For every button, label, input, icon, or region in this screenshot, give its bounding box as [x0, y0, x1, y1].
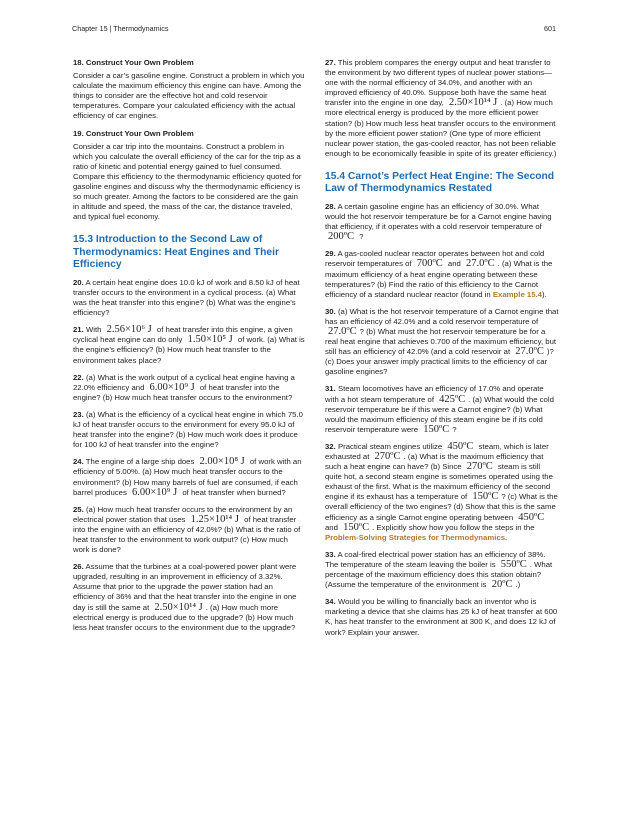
section-15-4-heading: 15.4 Carnot’s Perfect Heat Engine: The Second Law of Thermodynamics Restated — [325, 170, 555, 195]
problem-33: 33. A coal-fired electrical power station has an efficiency of 38%. The temperature of the steam leaving the boiler is 550ºC . What percentage of the maximum efficiency does this station obtain? (Assume the temperature of the environment is 20ºC .) — [325, 549, 553, 591]
problem-solving-strategies-link[interactable]: Problem-Solving Strategies for Thermodynamics. — [325, 532, 508, 542]
problem-23: 23. (a) What is the efficiency of a cyclical heat engine in which 75.0 kJ of heat transfer occurs to the environment for every 95.0 kJ of heat transfer into the engine? (b) How much work does it produce for 100 kJ of heat transfer into the engine? — [73, 409, 303, 450]
problem-18-title: 18. Construct Your Own Problem — [73, 58, 194, 67]
right-column — [325, 58, 559, 645]
problem-21: 21. With 2.56×10⁶ J of heat transfer into this engine, a given cyclical heat engine can do only 1.50×10⁵ J of work. (a) What is the engine’s efficiency? (b) How much heat transfer to the environment takes place? — [73, 324, 305, 365]
problem-28: 28. A certain gasoline engine has an efficiency of 30.0%. What would the hot reservoir temperature be for a Carnot engine having that efficiency, if it operates with a cold reservoir temperature of 200ºC ? — [325, 201, 552, 243]
problem-22: 22. (a) What is the work output of a cyclical heat engine having a 22.0% efficiency and 6.00×10⁹ J of heat transfer into the engine? (b) How much heat transfer occurs to the environment? — [73, 372, 295, 402]
problem-29: 29. A gas-cooled nuclear reactor operates between hot and cold reservoir temperatures of 700ºC and 27.0ºC . (a) What is the maximum efficiency of a heat engine operating between these temperatures? (b) Find the ratio of this efficiency to the Carnot efficiency of a standard nuclear reactor (found in Example 15.4). — [325, 249, 553, 299]
section-15-3-heading: 15.3 Introduction to the Second Law of Thermodynamics: Heat Engines and Their Efficiency — [73, 234, 279, 271]
problem-26: 26. Assume that the turbines at a coal-powered power plant were upgraded, resulting in an improvement in efficiency of 3.32%. Assume that prior to the upgrade the power station had an efficiency of 36% and that the heat transfer into the engine in one day is still the same at 2.50×10¹⁴ J . (a) How much more electrical energy is produced due to the upgrade? (b) How much less heat transfer occurs to the environment due to the upgrade? — [73, 562, 297, 632]
problem-19-title: 19. Construct Your Own Problem — [73, 128, 194, 138]
example-15-4-link[interactable]: Example 15.4 — [492, 289, 542, 299]
problem-30: 30. (a) What is the hot reservoir temperature of a Carnot engine that has an efficiency of 42.0% and a cold reservoir temperature of 27.0ºC ? (b) What must the hot reservoir temperature be for a real heat engine that achieves 0.700 of the maximum efficiency, but still has an efficiency of 42.0% (and a cold reservoir at 27.0ºC )? (c) Does your answer imply practical limits to the efficiency of car gasoline engines? — [325, 306, 559, 377]
problem-34: 34. Would you be willing to financially back an inventor who is marketing a device that she claims has 25 kJ of heat transfer at 600 K, has heat transfer to the environment at 300 K, and does 12 kJ of work? Explain your answer. — [325, 597, 558, 637]
problem-27: 27. This problem compares the energy output and heat transfer to the environment by two different types of nuclear power stations—one with the normal efficiency of 34.0%, and another with an improved efficiency of 40.0%. Suppose both have the same heat transfer into the engine in one day, 2.50×10¹⁴ J . (a) How much more electrical energy is produced by the more efficient power station? (b) How much less heat transfer occurs to the environment by the more efficient power station? (One type of more efficient nuclear power station, the gas-cooled reactor, has not been reliable enough to be economically feasible in spite of its greater efficiency.) — [325, 58, 557, 158]
problem-19-text: Consider a car trip into the mountains. Construct a problem in which you calculate the overall efficiency of the car for the trip as a ratio of kinetic and potential energy gained to fuel consumed. Compare this efficiency to the thermodynamic efficiency quoted for gasoline engines and discuss why the thermodynamic efficiency is so much greater. Among the factors to be considered are the gain in altitude and speed, the mass of the car, the distance traveled, and typical fuel economy. — [73, 141, 302, 222]
problem-20: 20. A certain heat engine does 10.0 kJ of work and 8.50 kJ of heat transfer occurs to the environment in a cyclical process. (a) What was the heat transfer into this engine? (b) What was the engine’s efficiency? — [73, 277, 300, 318]
problem-31: 31. Steam locomotives have an efficiency of 17.0% and operate with a hot steam temperature of 425ºC . (a) What would the cold reservoir temperature be if this were a Carnot engine? (b) What would the maximum efficiency of this steam engine be if its cold reservoir temperature were 150ºC ? — [325, 384, 554, 435]
chapter-header: Chapter 15 | Thermodynamics — [72, 24, 169, 33]
problem-25: 25. (a) How much heat transfer occurs to the environment by an electrical power station that uses 1.25×10¹⁴ J of heat transfer into the engine with an efficiency of 42.0%? (b) What is the ratio of heat transfer to the environment to work output? (c) How much work is done? — [73, 504, 301, 555]
left-column — [73, 58, 305, 640]
problem-24: 24. The engine of a large ship does 2.00×10⁸ J of work with an efficiency of 5.00%. (a) How much heat transfer occurs to the environment? (b) How many barrels of fuel are consumed, if each barrel produces 6.00×10⁹ J of heat transfer when burned? — [73, 456, 302, 498]
problem-32: 32. Practical steam engines utilize 450ºC steam, which is later exhausted at 270ºC . (a) What is the maximum efficiency that such a heat engine can have? (b) Since 270ºC steam is still quite hot, a second steam engine is sometimes operated using the exhaust of the first. What is the maximum efficiency of the second engine if its exhaust has a temperature of 150ºC ? (c) What is the overall efficiency of the two engines? (d) Show that this is the same efficiency as a single Carnot engine operating between 450ºC and 150ºC . Explicitly show how you follow the steps in the Problem-Solving Strategies for Thermodynamics. — [325, 440, 558, 542]
problem-18-text: Consider a car’s gasoline engine. Construct a problem in which you calculate the maximum efficiency this engine can have. Among the things to consider are the effective hot and cold reservoir temperatures. Compare your calculated efficiency with the actual efficiency of car engines. — [73, 71, 305, 121]
page-number: 601 — [544, 24, 556, 33]
